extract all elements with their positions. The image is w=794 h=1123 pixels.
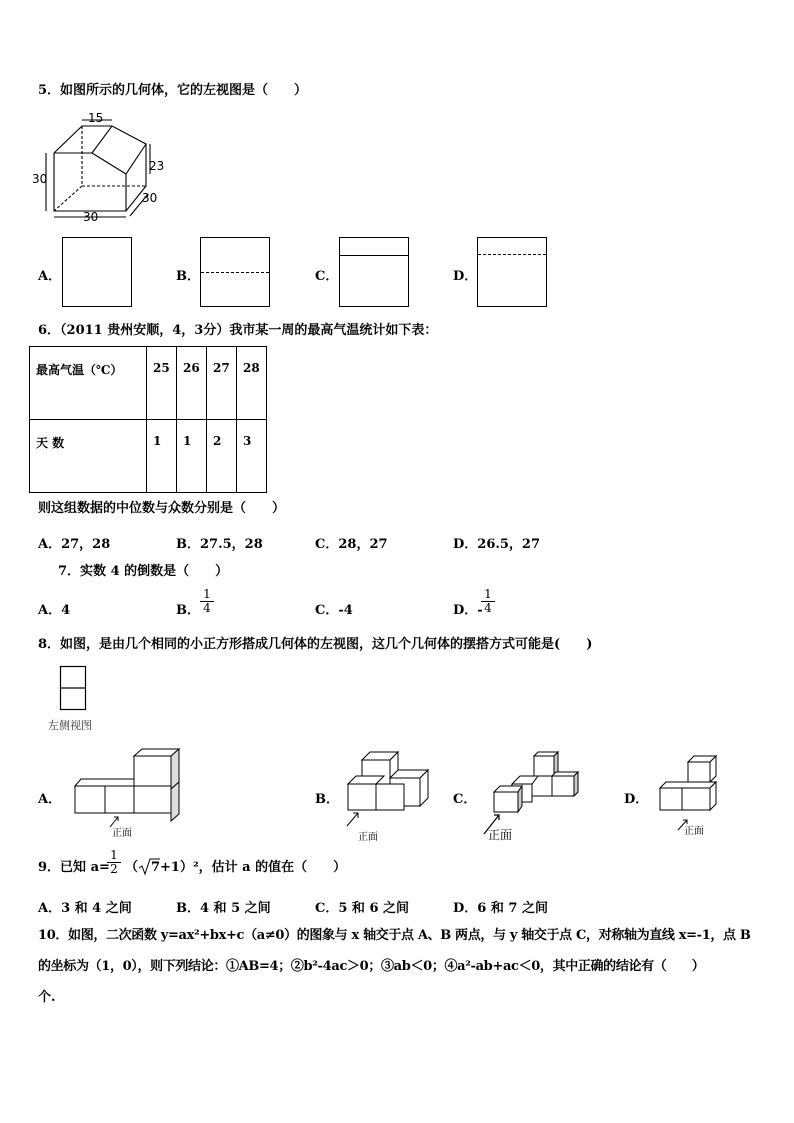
q6-option-c[interactable]: C．28，27 — [315, 537, 388, 552]
q8-left-view-label: 左侧视图 — [48, 719, 92, 732]
table-row — [30, 347, 267, 420]
table-cell: 1 — [177, 420, 207, 493]
q8-option-d[interactable]: D． — [624, 792, 649, 807]
q5-view-d-dashed-line — [478, 254, 546, 255]
fraction-numerator: 1 — [110, 848, 118, 862]
q5-view-b — [200, 237, 270, 307]
fraction-denominator: 2 — [107, 862, 121, 876]
q8-left-view-figure — [60, 666, 86, 710]
q8-figure-b-arrow — [345, 810, 363, 828]
q7-option-b-fraction — [200, 588, 214, 615]
q5-view-c-solid-line — [340, 255, 408, 256]
table-cell: 3 — [237, 420, 267, 493]
q5-view-a — [62, 237, 132, 307]
q6-question: 则这组数据的中位数与众数分别是（ ） — [38, 501, 286, 516]
q9-stem-suffix: +1）²，估计 a 的值在（ ） — [160, 860, 347, 875]
q8-figure-c-front-label: 正面 — [488, 828, 513, 842]
q6-temperature-table — [29, 346, 267, 493]
q7-option-b[interactable]: B． — [176, 603, 200, 618]
q10-line-1: 10．如图，二次函数 y=ax²+bx+c（a≠0）的图象与 x 轴交于点 A、B 两点，与 y 轴交于点 C，对称轴为直线 x=-1，点 B — [38, 928, 751, 943]
q9-option-d[interactable]: D．6 和 7 之间 — [453, 901, 548, 916]
q5-view-c — [339, 237, 409, 307]
q5-dim-left: 30 — [32, 172, 48, 186]
table-row — [30, 420, 267, 493]
q9-radicand: 7 — [151, 860, 161, 875]
table-cell: 28 — [237, 347, 267, 420]
q6-option-b[interactable]: B．27.5，28 — [176, 537, 263, 552]
q7-stem: 7．实数 4 的倒数是（ ） — [58, 564, 229, 579]
q8-option-b[interactable]: B． — [315, 792, 339, 807]
q6-stem: 6．（2011 贵州安顺，4，3分）我市某一周的最高气温统计如下表： — [38, 323, 438, 338]
q8-figure-a-front-label: 正面 — [112, 828, 132, 839]
q5-dim-right: 23 — [149, 159, 165, 173]
q8-figure-a — [70, 748, 185, 816]
table-cell: 27 — [207, 347, 237, 420]
q8-figure-b-front-label: 正面 — [358, 832, 378, 843]
q6-option-d[interactable]: D．26.5，27 — [453, 537, 541, 552]
q5-option-b[interactable]: B． — [176, 269, 200, 284]
table-cell: 26 — [177, 347, 207, 420]
table-cell: 最高气温（℃） — [30, 347, 147, 420]
q5-stem: 5．如图所示的几何体，它的左视图是（ ） — [38, 83, 308, 98]
q7-option-c[interactable]: C．-4 — [315, 603, 353, 618]
q8-figure-d — [656, 754, 720, 814]
q9-option-a[interactable]: A．3 和 4 之间 — [38, 901, 132, 916]
fraction-numerator: 1 — [484, 587, 492, 601]
q5-dim-top: 15 — [88, 111, 104, 125]
q9-option-c[interactable]: C．5 和 6 之间 — [315, 901, 410, 916]
q8-stem: 8．如图，是由几个相同的小正方形搭成几何体的左视图，这几个几何体的摆搭方式可能是( ) — [38, 637, 593, 652]
q8-option-c[interactable]: C． — [453, 792, 477, 807]
q5-option-d[interactable]: D． — [453, 269, 478, 284]
q5-option-a[interactable]: A． — [38, 269, 62, 284]
q8-figure-c — [490, 750, 585, 814]
q5-dim-bottom: 30 — [83, 210, 99, 224]
fraction-denominator: 4 — [481, 601, 495, 615]
q5-view-d — [477, 237, 547, 307]
q10-line-2: 的坐标为（1，0），则下列结论：①AB=4；②b²-4ac＞0；③ab＜0；④a²-ab+ac＜0，其中正确的结论有（ ） — [38, 959, 705, 974]
fraction-numerator: 1 — [203, 587, 211, 601]
q5-view-b-dashed-line — [201, 272, 269, 273]
q9-fraction — [107, 849, 121, 876]
q8-figure-d-front-label: 正面 — [684, 826, 704, 837]
table-cell: 1 — [147, 420, 177, 493]
q9-option-b[interactable]: B．4 和 5 之间 — [176, 901, 271, 916]
q5-dim-depth: 30 — [142, 191, 158, 205]
q7-option-d[interactable]: D．- — [453, 603, 483, 618]
q9-stem-prefix: 9．已知 a= — [38, 860, 110, 875]
q9-stem-mid: （ — [125, 860, 139, 875]
q8-figure-b — [344, 748, 434, 812]
q7-option-d-fraction — [481, 588, 495, 615]
table-cell: 天 数 — [30, 420, 147, 493]
q10-line-3: 个. — [38, 990, 56, 1005]
table-cell: 2 — [207, 420, 237, 493]
q7-option-a[interactable]: A．4 — [38, 603, 71, 618]
table-cell: 25 — [147, 347, 177, 420]
fraction-denominator: 4 — [200, 601, 214, 615]
q8-option-a[interactable]: A． — [38, 792, 62, 807]
q6-option-a[interactable]: A．27，28 — [38, 537, 111, 552]
q5-option-c[interactable]: C． — [315, 269, 339, 284]
